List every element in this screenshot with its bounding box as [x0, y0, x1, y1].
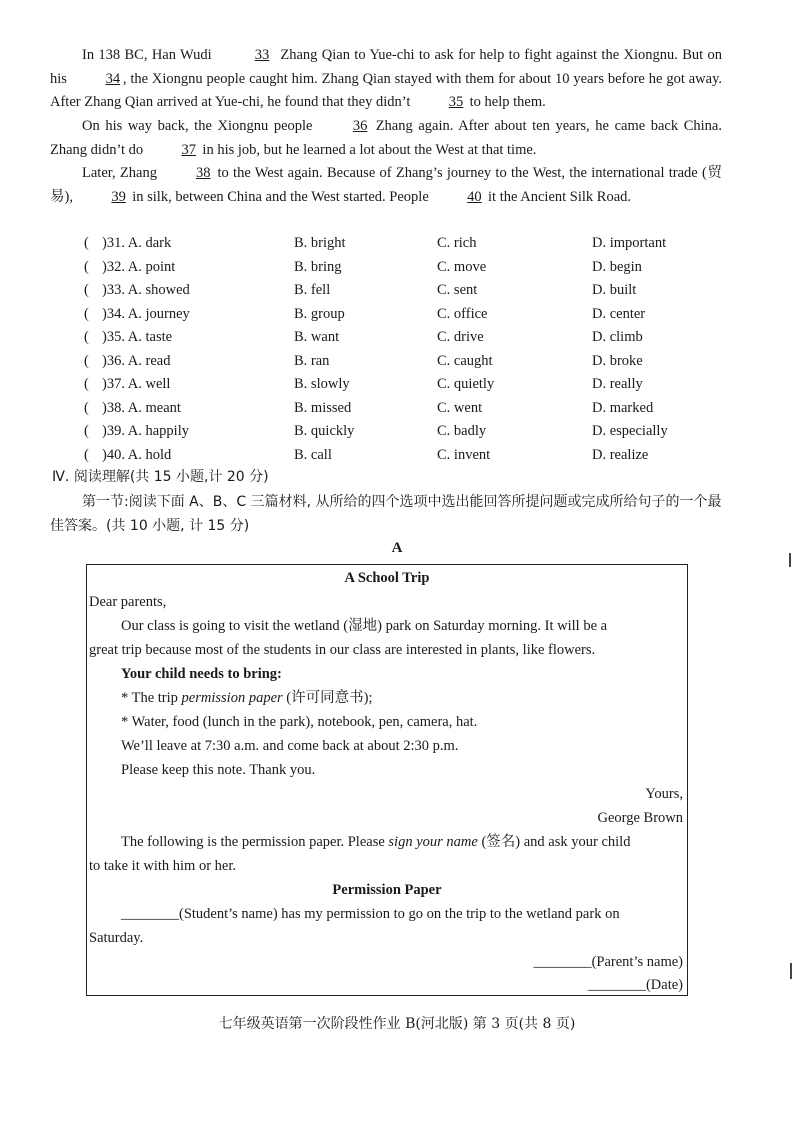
option-a: )40. A. hold [102, 446, 172, 463]
passage-text: , the Xiongnu people caught him. Zhang Qian stayed with them for about 10 years before he got away. After Zhang Qian arrived at Yue-chi, he found that they didn’t [50, 70, 723, 110]
option-a: )36. A. read [102, 352, 171, 369]
option-c: C. badly [437, 423, 487, 439]
option-a: )33. A. showed [102, 282, 190, 298]
passage-text: Zhang Qian to Yue-chi to ask for help to fight against the Xiongnu. But on his [50, 47, 722, 87]
option-b: B. fell [294, 282, 331, 298]
option-d: D. broke [592, 352, 643, 369]
letter-greeting: Dear parents, [89, 594, 167, 610]
section-title: Ⅳ. 阅读理解(共 15 小题,计 20 分) [52, 469, 269, 485]
option-row [84, 279, 724, 303]
permission-line: ________(Student’s name) has my permission to go on the trip to the wetland park on [121, 906, 620, 922]
option-c: C. office [437, 305, 488, 322]
answer-paren: ( [84, 352, 89, 369]
blank-33: 33 [254, 47, 270, 63]
answer-paren: ( [84, 235, 89, 251]
option-b: B. want [294, 329, 340, 345]
passage-text: to the West again. Because of Zhang’s journey to the West, the international trade (贸易), [50, 165, 722, 205]
option-row [84, 232, 724, 256]
passage-text: Later, Zhang [82, 165, 162, 181]
option-row [84, 373, 724, 397]
cloze-paragraph-3 [50, 162, 722, 209]
option-b: B. slowly [294, 376, 350, 392]
answer-paren: ( [84, 423, 89, 439]
option-a: )38. A. meant [102, 399, 181, 416]
option-a: )39. A. happily [102, 423, 189, 439]
option-d: D. realize [592, 446, 649, 463]
permission-line-2: Saturday. [89, 930, 144, 946]
cloze-paragraph-2 [50, 115, 722, 162]
answer-paren: ( [84, 258, 89, 275]
option-d: D. important [592, 235, 667, 251]
option-d: D. built [592, 282, 637, 298]
answer-paren: ( [84, 399, 89, 416]
option-b: B. bright [294, 235, 346, 251]
blank-37: 37 [181, 141, 197, 158]
blank-35: 35 [448, 94, 464, 110]
answer-paren: ( [84, 305, 89, 322]
option-d: D. climb [592, 329, 643, 345]
option-row [84, 256, 724, 280]
option-a: )32. A. point [102, 258, 176, 275]
option-b: B. ran [294, 352, 330, 369]
passage-text: it the Ancient Silk Road. [484, 188, 632, 205]
option-b: B. quickly [294, 423, 355, 439]
passage-text: to help them. [466, 94, 546, 110]
option-b: B. group [294, 305, 345, 322]
instruction-text: 第一节:阅读下面 A、B、C 三篇材料, 从所给的四个选项中选出能回答所提问题或完成所给句子的一个最佳答案。(共 10 小题, 计 15 分) [50, 494, 722, 534]
bring-item-2: * Water, food (lunch in the park), notebook, pen, camera, hat. [121, 714, 478, 730]
answer-paren: ( [84, 282, 89, 298]
option-row [84, 303, 724, 327]
instruction [50, 490, 726, 538]
answer-paren: ( [84, 446, 89, 463]
letter-keep-note: Please keep this note. Thank you. [121, 762, 316, 778]
option-c: C. rich [437, 235, 477, 251]
blank-36: 36 [352, 118, 368, 134]
blank-39: 39 [111, 188, 126, 205]
option-row [84, 350, 724, 374]
cloze-paragraph-1 [50, 44, 722, 115]
option-b: B. bring [294, 258, 342, 275]
option-c: C. caught [437, 352, 493, 369]
option-a: )31. A. dark [102, 235, 172, 251]
option-row [84, 326, 724, 350]
option-b: B. missed [294, 399, 352, 416]
following-emphasis: sign your name [388, 834, 478, 850]
option-row [84, 397, 724, 421]
page-footer: 七年级英语第一次阶段性作业 B(河北版) 第 3 页(共 8 页) [218, 1016, 576, 1032]
letter-closing: Yours, [645, 786, 683, 802]
option-d: D. really [592, 376, 643, 392]
option-a: )37. A. well [102, 376, 171, 392]
date-field: ________(Date) [587, 977, 683, 993]
answer-paren: ( [84, 329, 89, 345]
option-d: D. marked [592, 399, 654, 416]
bring-item-emphasis: permission paper [181, 690, 283, 706]
blank-38: 38 [195, 165, 211, 181]
following-text: (签名) and ask your child [477, 834, 631, 850]
following-line-2: to take it with him or her. [89, 858, 236, 874]
following-text: The following is the permission paper. Please [121, 834, 389, 850]
option-c: C. quietly [437, 376, 495, 392]
option-a: )34. A. journey [102, 305, 190, 322]
option-c: C. went [437, 399, 483, 416]
following-line [121, 831, 630, 854]
scan-edge-mark [790, 963, 792, 979]
passage-label: A [391, 540, 403, 556]
option-c: C. move [437, 258, 487, 275]
letter-signature: George Brown [597, 810, 683, 826]
option-a: )35. A. taste [102, 329, 173, 345]
passage-text: in his job, but he learned a lot about the West at that time. [198, 141, 537, 158]
option-c: C. sent [437, 282, 478, 298]
option-row [84, 444, 724, 468]
option-d: D. begin [592, 258, 642, 275]
passage-text: In 138 BC, Han Wudi [82, 47, 217, 63]
option-row [84, 420, 724, 444]
option-d: D. especially [592, 423, 668, 439]
passage-text: in silk, between China and the West started. People [128, 188, 433, 205]
parent-name-field: ________(Parent’s name) [533, 954, 683, 970]
blank-34: 34 [105, 70, 121, 87]
option-c: C. drive [437, 329, 484, 345]
scan-edge-mark [789, 553, 791, 567]
bring-item-1 [121, 687, 372, 710]
letter-time: We’ll leave at 7:30 a.m. and come back at about 2:30 p.m. [121, 738, 459, 754]
permission-title: Permission Paper [332, 882, 442, 898]
passage-text: On his way back, the Xiongnu people [82, 118, 319, 134]
bring-item-text: (许可同意书); [282, 690, 373, 706]
option-c: C. invent [437, 446, 491, 463]
bring-item-text: * The trip [121, 690, 182, 706]
letter-title: A School Trip [344, 570, 430, 586]
letter-body-line: great trip because most of the students in our class are interested in plants, like flowers. [89, 642, 596, 658]
letter-box [86, 564, 688, 996]
passage-text: Zhang again. After about ten years, he came back China. Zhang didn’t do [50, 118, 722, 158]
blank-40: 40 [467, 188, 482, 205]
answer-paren: ( [84, 376, 89, 392]
option-d: D. center [592, 305, 646, 322]
letter-body-line: Our class is going to visit the wetland (湿地) park on Saturday morning. It will be a [121, 618, 608, 634]
bring-heading: Your child needs to bring: [121, 666, 282, 682]
option-b: B. call [294, 446, 332, 463]
